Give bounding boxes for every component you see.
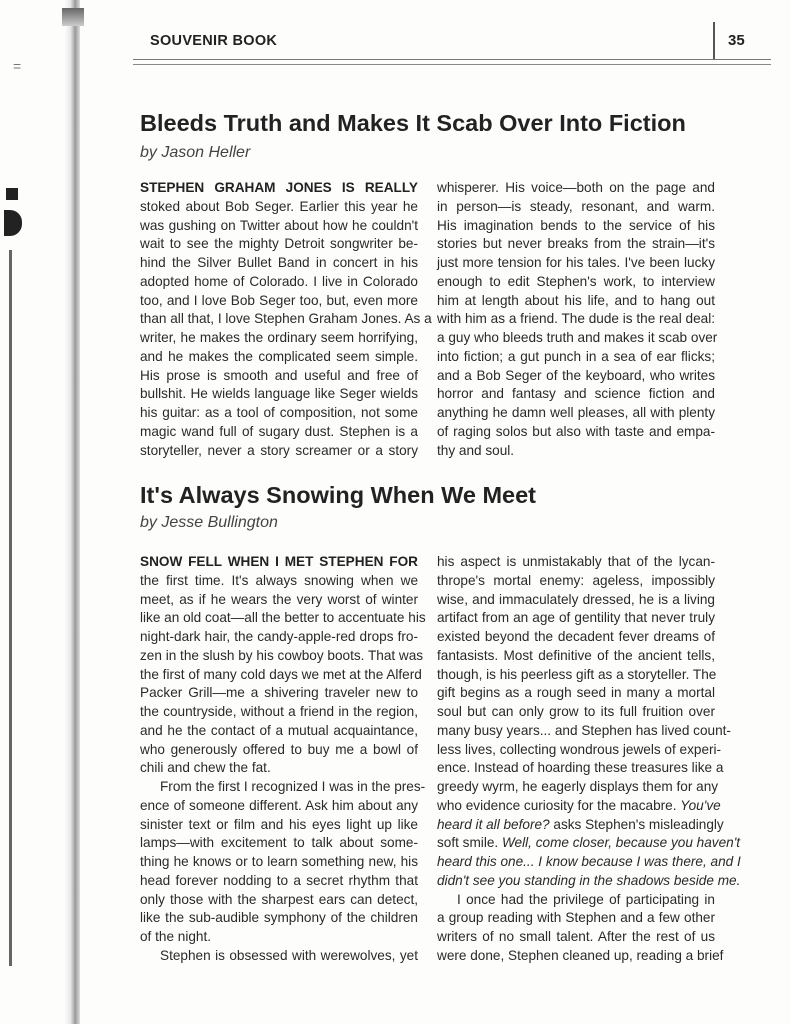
text: who evidence curiosity for the macabre. [437, 797, 681, 813]
text: thrope's mortal enemy: ageless, impossibly [437, 572, 715, 588]
text: chili and chew the fat. [140, 760, 271, 776]
text-line [140, 329, 418, 348]
text: asks Stephen's misleadingly [549, 816, 724, 832]
text: wait to see the mighty Detroit songwriter be- [140, 236, 418, 252]
text: whisperer. His voice—both on the page and [437, 180, 715, 195]
text-line [140, 254, 418, 273]
text-line [140, 385, 418, 404]
text: too, and I love Bob Seger too, but, even more [140, 292, 418, 308]
text: anything he damn well pleases, all with plenty [437, 405, 715, 420]
text-line [437, 891, 715, 910]
running-header: SOUVENIR BOOK [150, 33, 278, 49]
text: and a Bob Seger of the keyboard, who writes [437, 367, 715, 383]
text-line [140, 928, 418, 947]
text-line [437, 647, 715, 666]
text: who generously offered to buy me a bowl of [140, 741, 418, 757]
binding-gutter-shadow [64, 0, 80, 1024]
text-line [140, 348, 418, 367]
scan-blot [6, 188, 18, 200]
text: his guitar: as a tool of composition, not some [140, 405, 418, 420]
scan-mark: = [13, 58, 22, 74]
article-title: It's Always Snowing When We Meet [140, 482, 537, 508]
text-line [437, 722, 731, 741]
text: only those with the sharpest ears can detect, [140, 891, 418, 907]
lead-in-line [140, 179, 418, 198]
lead-in-line [140, 553, 418, 572]
text: like the sub-audible symphony of the children [140, 910, 418, 926]
text-line [437, 591, 715, 610]
text: soft smile. [437, 835, 502, 851]
text-line [437, 853, 741, 872]
text: magic wand full of sugary dust. Stephen is a [140, 423, 418, 439]
text-line [437, 310, 715, 329]
text: soul but can only grow to its full fruition over [437, 704, 715, 719]
text: hind the Silver Bullet Band in concert in his [140, 255, 418, 270]
text-line [140, 816, 418, 835]
italic-text: heard it all before? [437, 816, 550, 832]
text-line [437, 834, 741, 853]
text: gift begins as a rough seed in many a mortal [437, 685, 715, 701]
text-line [140, 759, 418, 778]
text-line [437, 797, 721, 816]
text: His prose is smooth and useful and free of [140, 367, 418, 383]
text-line [140, 442, 418, 461]
text-line [140, 591, 418, 610]
text: fantasists. Most definitive of the ancient tells, [437, 647, 715, 663]
text: the first time. It's always snowing when we [140, 572, 418, 588]
text: the first of many cold days we met at the Alferd [140, 666, 422, 682]
text-line [437, 254, 715, 273]
text: ence of someone different. Ask him about any [140, 797, 418, 813]
italic-text: heard this one... I know because I was there, and I [437, 854, 741, 869]
text-line [140, 778, 426, 797]
text: His imagination bends to the service of his [437, 217, 715, 233]
text: ence. Instead of hoarding these treasures like a [437, 760, 724, 776]
text-line [437, 741, 722, 760]
page-number: 35 [728, 32, 745, 49]
text-line [140, 853, 418, 872]
text-line [437, 759, 724, 778]
text-line [140, 703, 418, 722]
text-line [437, 572, 715, 591]
text-line [437, 235, 715, 254]
text: him at length about his life, and to hang out [437, 292, 715, 308]
text-line [437, 628, 715, 647]
text-line [437, 273, 715, 292]
text: sinister text or film and his eyes light up like [140, 816, 418, 832]
text-line [140, 310, 432, 329]
text: storyteller, never a story screamer or a story [140, 442, 418, 458]
text: and he the contact of a mutual acquaintance, [140, 722, 418, 738]
text: of the night. [140, 929, 212, 944]
text: thy and soul. [437, 442, 515, 458]
article-column [437, 179, 718, 460]
scan-edge-line [9, 250, 12, 966]
text-line [140, 684, 418, 703]
text-line [437, 442, 715, 461]
article-column [140, 553, 426, 966]
text: enough to edit Stephen's work, to interview [437, 273, 715, 289]
text-line [437, 367, 715, 386]
text: night-dark hair, the candy-apple-red drops fro- [140, 629, 418, 644]
text-line [437, 553, 715, 572]
text-line [437, 292, 715, 311]
text: though, is his peerless gift as a storyteller. The [437, 666, 717, 682]
italic-text: Well, come closer, because you haven't [501, 835, 741, 851]
text-line [437, 684, 715, 703]
text-line [140, 891, 418, 910]
text: wise, and immaculately dressed, he is a living [437, 591, 715, 607]
text: head forever nodding to a secret rhythm that [140, 872, 418, 888]
text-line [140, 647, 424, 666]
text: like an old coat—all the better to accentuate his [140, 610, 426, 626]
text-line [140, 198, 418, 217]
article-byline: by Jesse Bullington [140, 514, 278, 531]
italic-text: You've [680, 797, 721, 813]
article-title: Bleeds Truth and Makes It Scab Over Into Fiction [140, 110, 686, 136]
text: many busy years... and Stephen has lived count- [437, 722, 731, 738]
text: bullshit. He wields language like Seger wields [140, 386, 418, 402]
header-rule [133, 59, 771, 65]
text-line [437, 872, 741, 891]
text: Packer Grill—me a shivering traveler new to [140, 685, 418, 701]
text: in person—is steady, resonant, and warm. [437, 198, 715, 214]
text: horror and fantasy and science fiction and [437, 386, 715, 402]
text-line [140, 423, 418, 442]
text: less lives, collecting wondrous jewels of experi- [437, 741, 722, 757]
text-line [140, 609, 426, 628]
text: his aspect is unmistakably that of the lycan- [437, 554, 715, 569]
text-line [437, 703, 715, 722]
text-line [140, 872, 418, 891]
text-line [437, 385, 715, 404]
binding-shadow-top [62, 8, 84, 26]
text: From the first I recognized I was in the pres- [160, 779, 426, 794]
text-line [140, 947, 418, 966]
text-line [437, 329, 718, 348]
article-column [140, 179, 432, 460]
text: the countryside, without a friend in the region, [140, 704, 418, 719]
text: zen in the slush by his cowboy boots. That was [140, 647, 424, 663]
text-line [140, 292, 418, 311]
text-line [437, 778, 719, 797]
text: adopted home of Colorado. I live in Colorado [140, 273, 418, 289]
text-line [140, 367, 418, 386]
text-line [140, 235, 418, 254]
text: writer, he makes the ordinary seem horrifying, [140, 330, 418, 345]
text: thing he knows or to learn something new, his [140, 854, 418, 869]
text-line [140, 722, 418, 741]
text-line [140, 572, 418, 591]
text: stories but never breaks from the strain—it's [437, 236, 715, 252]
text-line [437, 198, 715, 217]
text-line [140, 273, 418, 292]
text-line [437, 423, 715, 442]
text: SNOW FELL WHEN I MET STEPHEN FOR [140, 554, 418, 569]
italic-text: didn't see you standing in the shadows beside me. [437, 872, 741, 888]
text-line [437, 666, 715, 685]
text-line [437, 217, 715, 236]
text: stoked about Bob Seger. Earlier this year he [140, 198, 418, 214]
text: meet, as if he wears the very worst of winter [140, 591, 418, 607]
text: existed beyond the decadent fever dreams of [437, 629, 715, 644]
text: Stephen is obsessed with werewolves, yet [160, 947, 418, 963]
text: greedy wyrm, he eagerly displays them for any [437, 779, 719, 794]
text-line [437, 404, 715, 423]
text-line [140, 909, 418, 928]
text-line [437, 947, 724, 966]
text-line [140, 797, 418, 816]
text-line [140, 217, 418, 236]
article-byline: by Jason Heller [140, 144, 251, 161]
article-column [437, 553, 741, 966]
text: than all that, I love Stephen Graham Jones. As a [140, 311, 432, 327]
text-line [437, 179, 715, 198]
text-line [437, 816, 724, 835]
text-line [140, 404, 418, 423]
text: writers of no small talent. After the rest of us [437, 929, 715, 944]
text: a guy who bleeds truth and makes it scab over [437, 330, 718, 345]
text: a group reading with Stephen and a few other [437, 910, 715, 926]
text: artifact from an age of gentility that never truly [437, 610, 715, 626]
text-line [140, 741, 418, 760]
text: just more tension for his tales. I've been lucky [437, 255, 715, 270]
text: were done, Stephen cleaned up, reading a brief [437, 947, 724, 963]
text: with him as a friend. The dude is the real deal: [437, 311, 715, 327]
text: lamps—with excitement to talk about some- [140, 835, 418, 851]
text: STEPHEN GRAHAM JONES IS REALLY [140, 180, 418, 195]
text-line [140, 834, 418, 853]
text-line [437, 348, 715, 367]
text: of raging solos but also with taste and empa- [437, 423, 715, 439]
text: I once had the privilege of participating in [457, 891, 715, 907]
text-line [437, 928, 715, 947]
text-line [437, 609, 715, 628]
scan-blot [4, 210, 22, 236]
text: was gushing on Twitter about how he couldn't [140, 217, 418, 233]
text-line [140, 628, 418, 647]
text: into fiction; a gut punch in a sea of ear flicks; [437, 348, 715, 364]
text-line [140, 666, 422, 685]
text: and he makes the complicated seem simple. [140, 348, 418, 364]
text-line [437, 909, 715, 928]
header-divider [713, 22, 715, 60]
